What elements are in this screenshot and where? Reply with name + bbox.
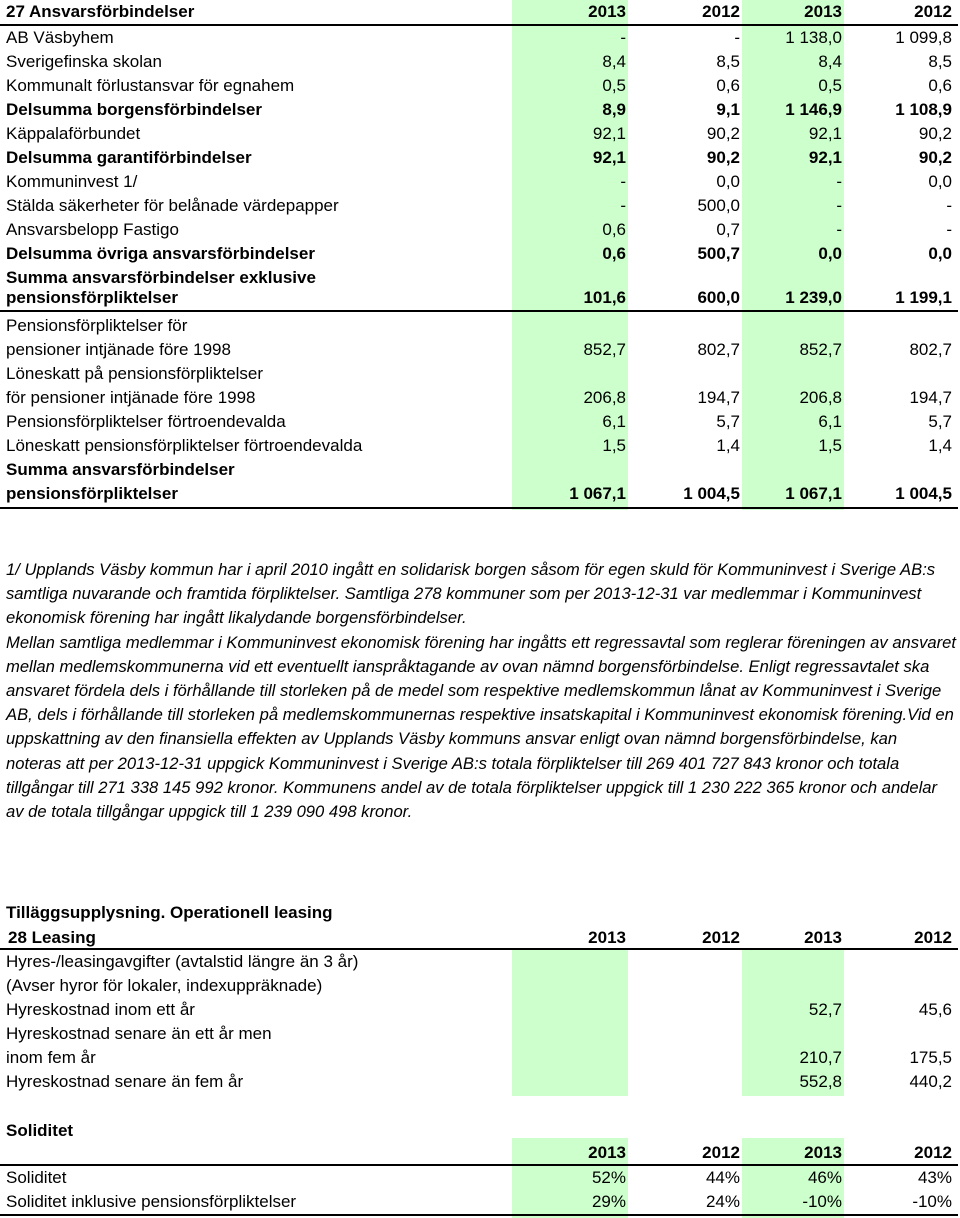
- leasing-row: [0, 1046, 960, 1070]
- summa-excl-label-1: Summa ansvarsförbindelser exklusive: [6, 268, 316, 287]
- section28-header-row: [0, 926, 960, 950]
- table-row: [0, 50, 960, 74]
- soliditet-header-row: [0, 1141, 960, 1165]
- table-cell: 210,7: [799, 1048, 842, 1067]
- table-cell: 1 067,1: [569, 484, 626, 503]
- row-label: AB Väsbyhem: [6, 28, 114, 47]
- row-label: Löneskatt pensionsförpliktelser förtroendevalda: [6, 436, 363, 455]
- row-label: Summa ansvarsförbindelser: [6, 460, 235, 479]
- table-cell: 0,5: [602, 76, 626, 95]
- table-cell: 1,5: [602, 436, 626, 455]
- year-header: 2012: [914, 2, 952, 21]
- summa-pension-row: [0, 482, 960, 506]
- table-cell: -: [734, 28, 740, 47]
- table-cell: 8,9: [602, 100, 626, 119]
- table-cell: 8,4: [818, 52, 842, 71]
- table-cell: -10%: [912, 1192, 952, 1211]
- pension-row-1-line1: [0, 314, 960, 338]
- table-cell: -: [836, 172, 842, 191]
- table-cell: 1 004,5: [683, 484, 740, 503]
- table-cell: 1,4: [716, 436, 740, 455]
- leasing-row: [0, 1070, 960, 1094]
- table-cell: -: [620, 172, 626, 191]
- table-cell: 5,7: [716, 412, 740, 431]
- soliditet-title-row: [0, 1119, 960, 1143]
- table-cell: 0,5: [818, 76, 842, 95]
- table-cell: 6,1: [818, 412, 842, 431]
- table-cell: -: [620, 196, 626, 215]
- table-cell: 29%: [591, 1192, 626, 1211]
- leasing-heading: Tilläggsupplysning. Operationell leasing: [6, 903, 333, 922]
- soliditet-bottom-rule: [0, 1214, 958, 1216]
- table-cell: 1 067,1: [785, 484, 842, 503]
- table-cell: 802,7: [909, 340, 952, 359]
- year-header: 2012: [914, 928, 952, 947]
- table-cell: 92,1: [592, 124, 626, 143]
- row-label: för pensioner intjänade före 1998: [6, 388, 256, 407]
- section27-header-row: [0, 0, 960, 24]
- pension-row-2-line1: [0, 362, 960, 386]
- table-cell: 0,0: [818, 244, 842, 263]
- summa-pension-rule: [0, 507, 958, 509]
- table-cell: 90,2: [918, 124, 952, 143]
- row-label: Löneskatt på pensionsförpliktelser: [6, 364, 264, 383]
- year-header: 2013: [588, 928, 626, 947]
- section28-title: 28 Leasing: [8, 928, 96, 947]
- year-header: 2012: [702, 1143, 740, 1162]
- table-cell: 92,1: [592, 148, 626, 167]
- row-label: Sverigefinska skolan: [6, 52, 162, 71]
- table-cell: -: [836, 220, 842, 239]
- table-cell: 552,8: [799, 1072, 842, 1091]
- footnote-paragraph-1: 1/ Upplands Väsby kommun har i april 2010 ingått en solidarisk borgen såsom för egen skuld för Kommuninvest i Sverige AB:s samtliga nuvarande och framtida förpliktelser. Samtliga 278 kommuner som per 2013-12-31 var medlemmar i Kommuninvest ekonomisk förening har ingått likalydande borgensförbindelser.: [6, 560, 936, 628]
- table-cell: 440,2: [909, 1072, 952, 1091]
- table-cell: 52%: [591, 1168, 626, 1187]
- soliditet-row: [0, 1166, 960, 1190]
- table-cell: 9,1: [716, 100, 740, 119]
- table-cell: 90,2: [918, 148, 952, 167]
- table-row: [0, 194, 960, 218]
- row-label: (Avser hyror för lokaler, indexuppräknade): [6, 976, 323, 995]
- table-cell: 92,1: [808, 148, 842, 167]
- table-cell: 194,7: [697, 388, 740, 407]
- table-row: [0, 122, 960, 146]
- row-label: pensionsförpliktelser: [6, 484, 178, 503]
- row-label: pensioner intjänade före 1998: [6, 340, 231, 359]
- table-cell: 0,6: [602, 244, 626, 263]
- row-label: Soliditet: [6, 1168, 67, 1187]
- table-cell: 852,7: [799, 340, 842, 359]
- table-cell: 0,7: [716, 220, 740, 239]
- table-cell: 45,6: [918, 1000, 952, 1019]
- table-cell: 1,4: [928, 436, 952, 455]
- table-cell: 8,5: [928, 52, 952, 71]
- year-header: 2012: [702, 2, 740, 21]
- row-label: Stälda säkerheter för belånade värdepapper: [6, 196, 339, 215]
- table-cell: 6,1: [602, 412, 626, 431]
- table-cell: 0,6: [716, 76, 740, 95]
- table-cell: 0,0: [716, 172, 740, 191]
- leasing-row: [0, 950, 960, 974]
- pension-row-1: [0, 338, 960, 362]
- table-cell: 802,7: [697, 340, 740, 359]
- row-label: Kommuninvest 1/: [6, 172, 138, 191]
- table-cell: -: [946, 220, 952, 239]
- table-row: [0, 74, 960, 98]
- table-cell: 1 199,1: [895, 288, 952, 307]
- table-cell: 5,7: [928, 412, 952, 431]
- table-cell: 44%: [705, 1168, 740, 1187]
- soliditet-row: [0, 1190, 960, 1214]
- table-cell: -: [946, 196, 952, 215]
- table-cell: 90,2: [706, 148, 740, 167]
- row-label: Hyreskostnad senare än ett år men: [6, 1024, 272, 1043]
- table-cell: 1 138,0: [785, 28, 842, 47]
- table-row: [0, 242, 960, 266]
- table-cell: -: [620, 28, 626, 47]
- table-row: [0, 26, 960, 50]
- table-row: [0, 98, 960, 122]
- table-cell: 52,7: [808, 1000, 842, 1019]
- table-cell: 8,4: [602, 52, 626, 71]
- footnote: [6, 558, 956, 824]
- row-label: Hyres-/leasingavgifter (avtalstid längre än 3 år): [6, 952, 359, 971]
- table-row: [0, 170, 960, 194]
- table-cell: 194,7: [909, 388, 952, 407]
- row-label: Hyreskostnad senare än fem år: [6, 1072, 244, 1091]
- leasing-row: [0, 974, 960, 998]
- year-header: 2013: [804, 928, 842, 947]
- table-cell: 90,2: [706, 124, 740, 143]
- table-row: [0, 146, 960, 170]
- table-cell: 92,1: [808, 124, 842, 143]
- table-cell: 8,5: [716, 52, 740, 71]
- row-label: Delsumma garantiförbindelser: [6, 148, 252, 167]
- year-header: 2012: [702, 928, 740, 947]
- section27-title: 27 Ansvarsförbindelser: [6, 2, 195, 21]
- table-cell: 1 099,8: [895, 28, 952, 47]
- table-cell: 101,6: [583, 288, 626, 307]
- table-cell: 0,6: [602, 220, 626, 239]
- table-cell: 852,7: [583, 340, 626, 359]
- pension-row-2: [0, 386, 960, 410]
- table-cell: -10%: [802, 1192, 842, 1211]
- row-label: Käppalaförbundet: [6, 124, 141, 143]
- summa-pension-line1: [0, 458, 960, 482]
- row-label: Soliditet inklusive pensionsförpliktelser: [6, 1192, 297, 1211]
- table-cell: 46%: [807, 1168, 842, 1187]
- table-cell: 24%: [705, 1192, 740, 1211]
- year-header: 2012: [914, 1143, 952, 1162]
- table-cell: 175,5: [909, 1048, 952, 1067]
- table-cell: 0,0: [928, 172, 952, 191]
- table-cell: 1 108,9: [895, 100, 952, 119]
- year-header: 2013: [804, 1143, 842, 1162]
- row-label: Hyreskostnad inom ett år: [6, 1000, 195, 1019]
- row-label: inom fem år: [6, 1048, 96, 1067]
- leasing-heading-row: [0, 901, 960, 925]
- pension-row-3: [0, 410, 960, 434]
- table-cell: 500,0: [697, 196, 740, 215]
- row-label: Delsumma borgensförbindelser: [6, 100, 263, 119]
- leasing-row: [0, 1022, 960, 1046]
- table-cell: 1,5: [818, 436, 842, 455]
- table-cell: 500,7: [697, 244, 740, 263]
- table-cell: 206,8: [583, 388, 626, 407]
- footnote-paragraph-2: Mellan samtliga medlemmar i Kommuninvest ekonomisk förening har ingåtts ett regressavtal som reglerar föreningen av ansvaret mellan medlemskommunerna vid ett eventuellt ianspråktagande av ovan nämnd borgensförbindelse. Enligt regressavtalet ska ansvaret fördela dels i förhållande till storleken på de medel som respektive medlemskommun lånat av Kommuninvest i Sverige AB, dels i förhållande till storleken på medlemskommunernas respektive insatskapital i Kommuninvest ekonomisk förening.Vid en uppskattning av den finansiella effekten av Upplands Väsby kommuns ansvar enligt ovan nämnd borgensförbindelse, kan noteras att per 2013-12-31 uppgick Kommuninvest i Sverige AB:s totala förpliktelser till 269 401 727 843 kronor och totala tillgångar till 271 338 145 992 kronor. Kommunens andel av de totala förpliktelser uppgick till 1 230 222 365 kronor och andelar av de totala tillgångar uppgick till 1 239 090 498 kronor.: [6, 632, 956, 822]
- summa-excl-row: [0, 286, 960, 310]
- table-cell: -: [836, 196, 842, 215]
- year-header: 2013: [588, 2, 626, 21]
- table-cell: 43%: [917, 1168, 952, 1187]
- soliditet-title: Soliditet: [6, 1121, 74, 1140]
- table-cell: 0,0: [928, 244, 952, 263]
- table-cell: 0,6: [928, 76, 952, 95]
- table-cell: 1 004,5: [895, 484, 952, 503]
- table-cell: 600,0: [697, 288, 740, 307]
- summa-excl-label-2: pensionsförpliktelser: [6, 288, 178, 307]
- row-label: Delsumma övriga ansvarsförbindelser: [6, 244, 315, 263]
- year-header: 2013: [804, 2, 842, 21]
- table-cell: 1 146,9: [785, 100, 842, 119]
- table-cell: 206,8: [799, 388, 842, 407]
- table-row: [0, 218, 960, 242]
- table-cell: 1 239,0: [785, 288, 842, 307]
- summa-excl-rule: [0, 310, 958, 312]
- row-label: Ansvarsbelopp Fastigo: [6, 220, 179, 239]
- leasing-row: [0, 998, 960, 1022]
- pension-row-4: [0, 434, 960, 458]
- row-label: Kommunalt förlustansvar för egnahem: [6, 76, 295, 95]
- row-label: Pensionsförpliktelser förtroendevalda: [6, 412, 286, 431]
- year-header: 2013: [588, 1143, 626, 1162]
- row-label: Pensionsförpliktelser för: [6, 316, 188, 335]
